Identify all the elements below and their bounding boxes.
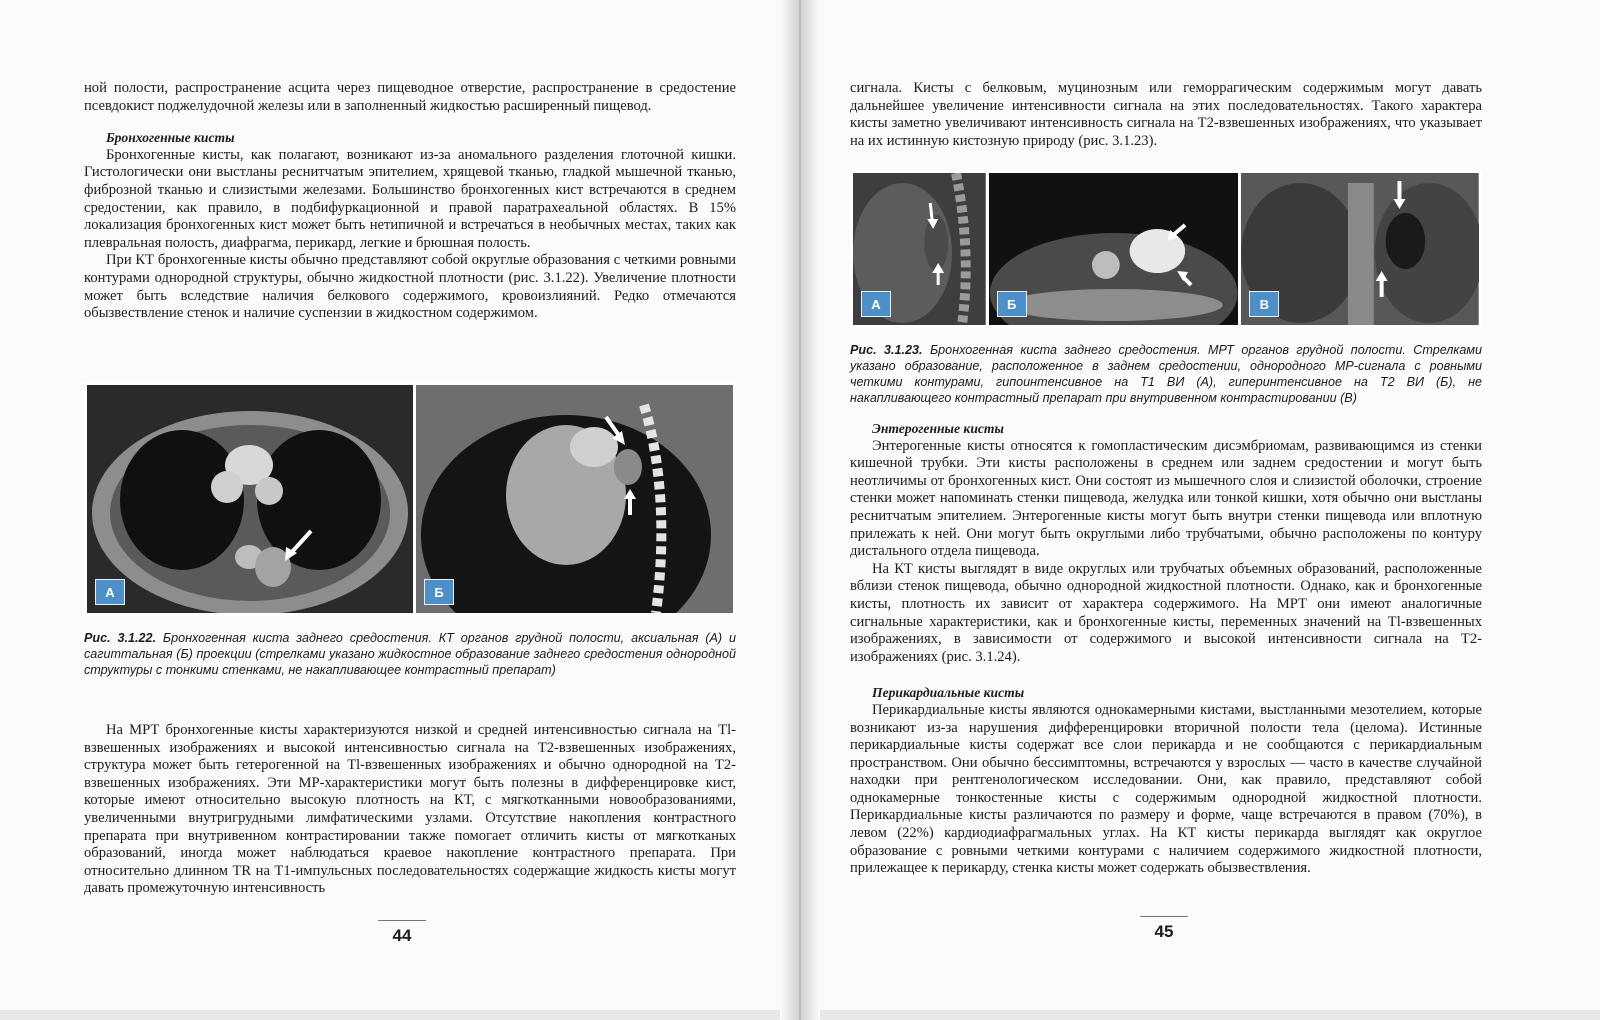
- left-top-text: [84, 80, 736, 323]
- mri-t1-image: [853, 173, 986, 325]
- page-number-left: 44: [372, 926, 432, 946]
- panel-label-b: Б: [997, 291, 1027, 317]
- caption-text: Бронхогенная киста заднего средостения. КТ органов грудной полости, аксиальная (А) и сагиттальная (Б) проекции (стрелками указано жидкостное образование заднего средостения однородной структуры с тонкими стенками, не накапливающее контрастный препарат): [84, 631, 737, 677]
- left-bottom-paragraph: На МРТ бронхогенные кисты характеризуются низкой и средней интенсивностью сигнала на Tl-взвешенных изображениях и высокой интенсивностью сигнала на Т2-взвешенных изображениях, структура может быть гетерогенной на Tl-взвешенных изображениях и обычно однородной на Т2-взвешенных изображениях. Эти МР-характеристики могут быть полезны в дифференцировке кист, которые имеют относительно высокую плотность на КТ, с мягкотканными новообразованиями, увеличенными внутригрудными лимфатическими узлами. Отсутствие накопления контрастного препарата при внутривенном контрастировании также помогает отличить кисты от мягкотканых образований, иногда может наблюдаться краевое накопление контрастного препарата. При относительно длинном TR на Т1-импульсных последовательностях содержащие жидкость кисты могут давать промежуточную интенсивность: [84, 722, 736, 897]
- page-number-right: 45: [1134, 922, 1194, 942]
- book-gutter: [780, 0, 820, 1020]
- ct-axial-image: [87, 385, 413, 613]
- section-heading-pericardial: Перикардиальные кисты: [872, 685, 1025, 701]
- panel-label-v: В: [1249, 291, 1279, 317]
- left-paragraph-1: Бронхогенные кисты, как полагают, возникают из-за аномального разделения глоточной кишки. Гистологически они выстланы реснитчатым эпителием, хрящевой тканью, гладкой мышечной тканью, фиброзной тканью и слизистыми железами. Большинство бронхогенных кист встречаются в среднем средостении, как правило, в подбифуркационной и правой паратрахеальной областях. В 15% локализация бронхогенных кист может быть нетипичной и встречаться в необычных местах, таких как плевральная полость, диафрагма, перикард, легкие и брюшная полость.: [84, 146, 736, 251]
- panel-label-a: А: [861, 291, 891, 317]
- mri-contrast-image: [1241, 173, 1479, 325]
- right-body-text: [850, 420, 1482, 878]
- figure-3-1-22: [84, 382, 736, 616]
- panel-label-a: А: [95, 579, 125, 605]
- figure-3-1-22-caption: [84, 630, 736, 678]
- right-paragraph-1: Энтерогенные кисты относятся к гомопластическим дисэмбриомам, развивающимся из стенки кишечной трубки. Эти кисты расположены в среднем или заднем средостении и могут быть неотличимы от бронхогенных кист. Они состоят из мышечного слоя и слизистой оболочки, строение стенки может напоминать стенки пищевода, желудка или тонкой кишки, хотя обычно они выстланы реснитчатым эпителием. Энтерогенные кисты могут быть внутри стенки пищевода или вплотную прилежать к ней. Они могут быть округлыми либо трубчатыми, обычно расположены по контуру дистального отдела пищевода.: [850, 437, 1482, 560]
- section-heading-enterogenic: Энтерогенные кисты: [872, 421, 1004, 436]
- caption-number: Рис. 3.1.23.: [850, 343, 923, 357]
- section-heading-bronchogenic: Бронхогенные кисты: [106, 130, 235, 146]
- right-top-text: [850, 80, 1482, 150]
- mri-t2-image: [989, 173, 1239, 325]
- figure-3-1-23-caption: [850, 342, 1482, 406]
- right-page: [800, 0, 1600, 1010]
- left-bottom-text: [84, 722, 736, 898]
- figure-3-1-23: [850, 170, 1482, 328]
- right-paragraph-3: Перикардиальные кисты являются однокамерными кистами, выстланными мезотелием, которые возникают из-за нарушения дифференцировки вторичной полости тела (целома). Истинные перикардиальные кисты содержат все слои перикарда и не сообщаются с перикардиальным пространством. Они обычно бессимптомны, встречаются у взрослых — часто в качестве случайной находки при рентгенологическом исследовании. Они, как правило, представляют собой однокамерные тонкостенные кисты с содержимым однородной жидкостной плотности. Перикардиальные кисты различаются по размеру и форме, чаще встречаются в правом (70%), в левом (22%) кардиодиафрагмальных углах. На КТ кисты перикарда выглядят как округлое образование с ровными четкими контурами с наличием содержимого жидкостной плотности, прилежащее к перикарду, стенка кисты может содержать обызвествления.: [850, 701, 1482, 877]
- right-intro-paragraph: сигнала. Кисты с белковым, муцинозным или геморрагическим содержимым могут давать дальнейшее увеличение интенсивности сигнала на этих последовательностях. Такого характера кисты заметно увеличивают интенсивность сигнала на Т2-взвешенных изображениях, что указывает на их истинную кистозную природу (рис. 3.1.23).: [850, 80, 1482, 149]
- left-page: [0, 0, 792, 1010]
- right-paragraph-2: На КТ кисты выглядят в виде округлых или трубчатых объемных образований, расположенные вблизи стенок пищевода, обычно однородной жидкостной плотности. Однако, как и бронхогенные кисты, плотность их зависит от характера содержимого. На МРТ они имеют аналогичные сигнальные характеристики, как и бронхогенные кисты, переменных значений на Tl-взвешенных изображениях, в зависимости от содержимого и высокой интенсивности сигнала на Т2-изображениях (рис. 3.1.24).: [850, 560, 1482, 665]
- panel-label-b: Б: [424, 579, 454, 605]
- ct-sagittal-image: [416, 385, 733, 613]
- caption-text: Бронхогенная киста заднего средостения. МРТ органов грудной полости. Стрелками указано образование, расположенное в заднем средостении, однородного МР-сигнала с ровными четкими контурами, гипоинтенсивное на Т1 ВИ (А), гиперинтенсивное на Т2 ВИ (Б), не накапливающего контрастный препарат при внутривенном контрастировании (В): [850, 343, 1483, 405]
- caption-number: Рис. 3.1.22.: [84, 631, 156, 645]
- left-paragraph-2: При КТ бронхогенные кисты обычно представляют собой округлые образования с четкими ровными контурами однородной структуры, обычно жидкостной плотности (рис. 3.1.22). Увеличение плотности может быть вследствие наличия белкового содержимого, кровоизлияний. Редко отмечаются обызвествление стенок и наличие суспензии в жидкостном содержимом.: [84, 252, 736, 322]
- left-intro-paragraph: ной полости, распространение асцита через пищеводное отверстие, распространение в средостение псевдокист поджелудочной железы или в заполненный жидкостью расширенный пищевод.: [84, 80, 736, 114]
